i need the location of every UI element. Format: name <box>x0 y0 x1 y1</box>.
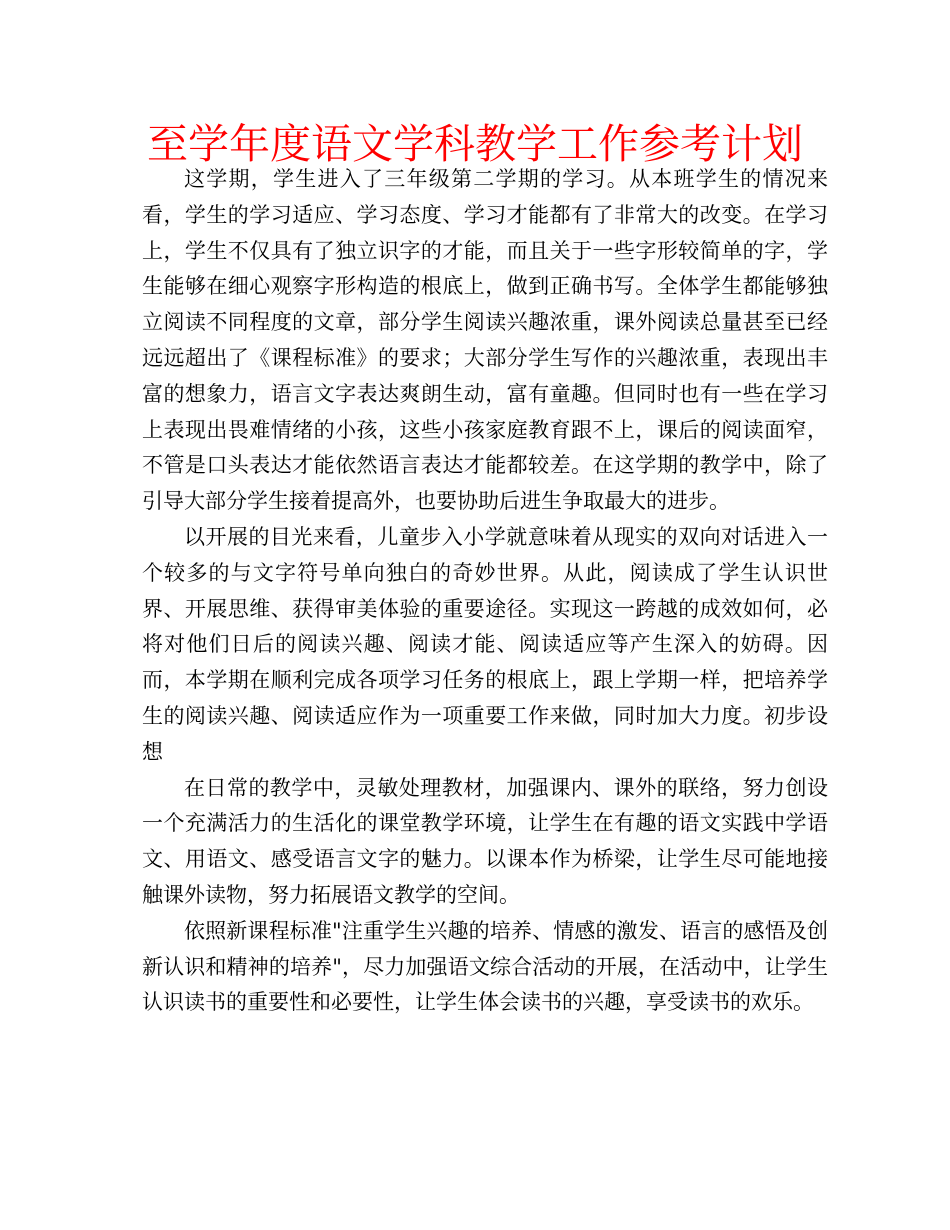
paragraph-3: 在日常的教学中，灵敏处理教材，加强课内、课外的联络，努力创设一个充满活力的生活化的课堂教学环境，让学生在有趣的语文实践中学语文、用语文、感受语言文字的魅力。以课本作为桥梁，让学生尽可能地接触课外读物，努力拓展语文教学的空间。 <box>142 775 828 907</box>
paragraph-2: 以开展的目光来看，儿童步入小学就意味着从现实的双向对话进入一个较多的与文字符号单向独白的奇妙世界。从此，阅读成了学生认识世界、开展思维、获得审美体验的重要途径。实现这一跨越的成效如何，必将对他们日后的阅读兴趣、阅读才能、阅读适应等产生深入的妨碍。因而，本学期在顺利完成各项学习任务的根底上，跟上学期一样，把培养学生的阅读兴趣、阅读适应作为一项重要工作来做，同时加大力度。初步设想 <box>142 524 828 764</box>
document-body <box>142 162 828 1021</box>
paragraph-4: 依照新课程标准"注重学生兴趣的培养、情感的激发、语言的感悟及创新认识和精神的培养"，尽力加强语文综合活动的开展，在活动中，让学生认识读书的重要性和必要性，让学生体会读书的兴趣，享受读书的欢乐。 <box>142 918 828 1015</box>
document-title: 至学年度语文学科教学工作参考计划 <box>147 120 803 168</box>
paragraph-1: 这学期，学生进入了三年级第二学期的学习。从本班学生的情况来看，学生的学习适应、学习态度、学习才能都有了非常大的改变。在学习上，学生不仅具有了独立识字的才能，而且关于一些字形较简单的字，学生能够在细心观察字形构造的根底上，做到正确书写。全体学生都能够独立阅读不同程度的文章，部分学生阅读兴趣浓重，课外阅读总量甚至已经远远超出了《课程标准》的要求；大部分学生写作的兴趣浓重，表现出丰富的想象力，语言文字表达爽朗生动，富有童趣。但同时也有一些在学习上表现出畏难情绪的小孩，这些小孩家庭教育跟不上，课后的阅读面窄，不管是口头表达才能依然语言表达才能都较差。在这学期的教学中，除了引导大部分学生接着提高外，也要协助后进生争取最大的进步。 <box>142 167 828 514</box>
